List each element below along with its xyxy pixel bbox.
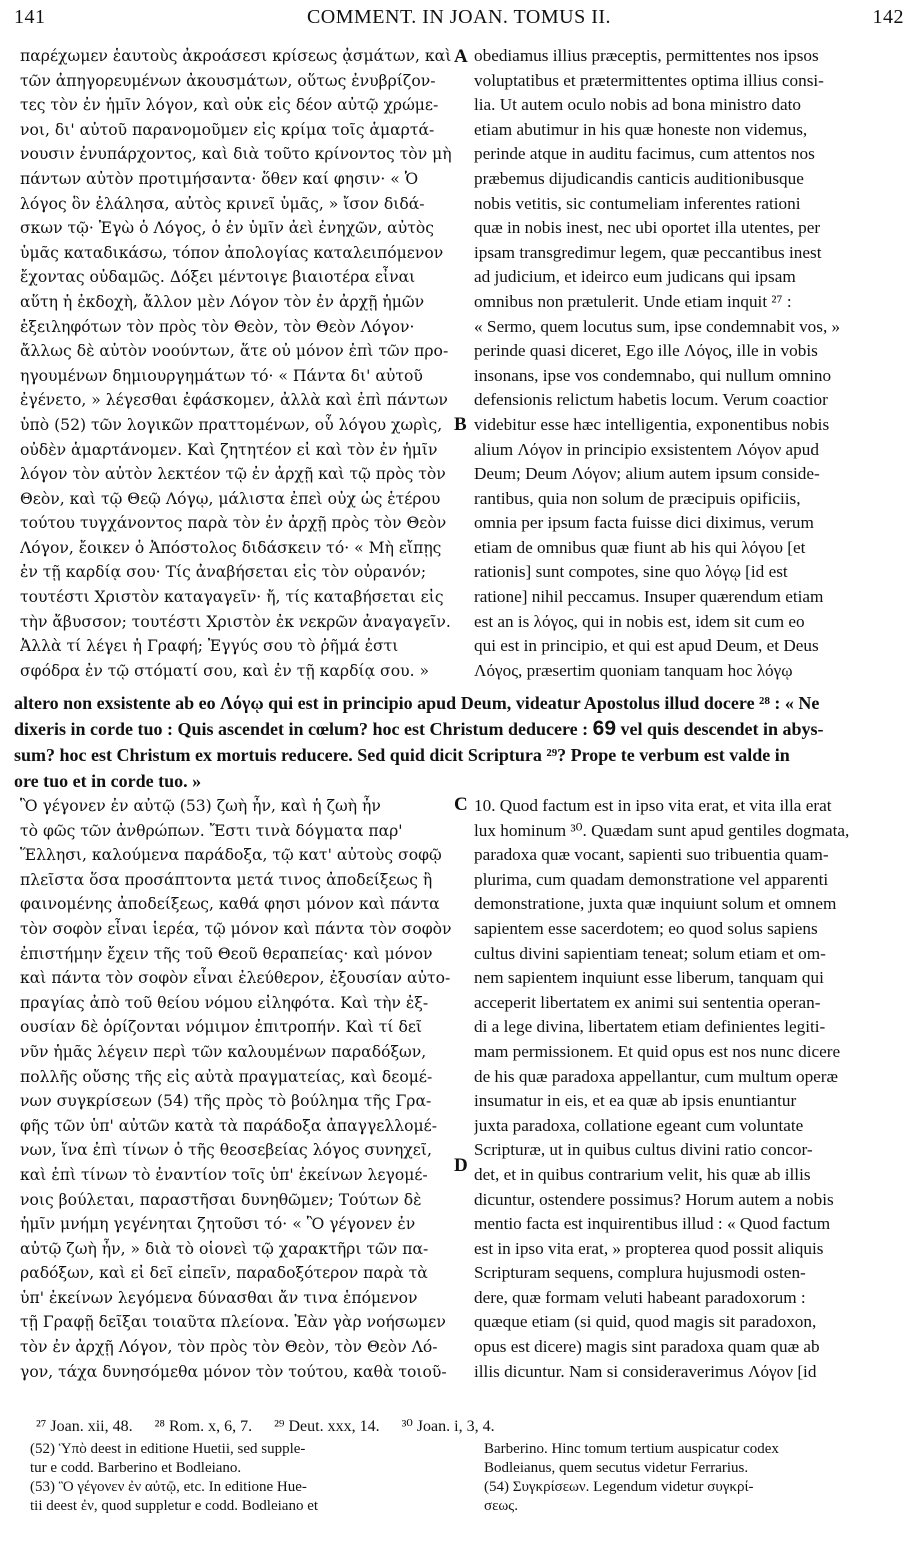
- latin-line: etiam de omnibus quæ fiunt ab his qui λόγου [et: [474, 537, 806, 557]
- latin-line: videbitur esse hæc intelligentia, exponentibus nobis: [474, 414, 830, 434]
- greek-line: νῦν ἡμᾶς λέγειν περὶ τῶν καλουμένων παραδόξων,: [20, 1042, 427, 1061]
- latin-line: quæque etiam (si quid, quod magis sit paradoxon,: [474, 1312, 817, 1332]
- latin-line: dicuntur, ostendere possimus? Horum autem a nobis: [474, 1189, 834, 1209]
- latin-line: dere, quæ formam veluti habeant paradoxorum :: [474, 1287, 806, 1307]
- greek-line: νων συγκρίσεων (54) τῆς πρὸς τὸ βούλημα τῆς Γρα-: [20, 1092, 432, 1111]
- latin-line: perinde quasi diceret, Ego ille Λόγος, ille in vobis: [474, 341, 818, 361]
- latin-line: cultus divini sapientiam teneat; solum etiam et om-: [474, 943, 826, 963]
- full-width-line: ore tuo et in corde tuo. »: [14, 771, 202, 791]
- full-width-text: vel quis descendet in abys-: [616, 719, 824, 739]
- footnotes-left: [30, 1440, 450, 1516]
- greek-line: καὶ πάντα τὸν σοφὸν εἶναι ἐλεύθερον, ἐξουσίαν αὐτο-: [20, 969, 451, 988]
- latin-line: opus est dicere) magis sint paradoxa quam quæ ab: [474, 1337, 820, 1357]
- scripture-references: [36, 1416, 513, 1436]
- latin-line: nobis vetitis, sic contumeliam inferentes rationi: [474, 193, 801, 213]
- running-header: [14, 6, 904, 36]
- greek-line: Θεὸν, καὶ τῷ Θεῷ Λόγῳ, μάλιστα ἐπεὶ οὐχ ὡς ἑτέρου: [20, 489, 441, 508]
- full-width-text: dixeris in corde tuo : Quis ascendet in cœlum? hoc est Christum deducere :: [14, 719, 593, 739]
- greek-line: ὑπ' ἐκείνων λεγόμενα δύνασθαι ἄν τινα ἑπόμενον: [20, 1288, 418, 1307]
- greek-line: παρέχωμεν ἑαυτοὺς ἀκροάσεσι κρίσεως ᾀσμάτων, καὶ: [20, 47, 452, 65]
- greek-column-bottom: [20, 794, 452, 1384]
- full-width-line: altero non exsistente ab eo Λόγῳ qui est in principio apud Deum, videatur Apostolus illud docere ²⁸ : « Ne: [14, 693, 820, 713]
- latin-line: Deum; Deum Λόγον; alium autem ipsum conside-: [474, 464, 820, 484]
- latin-line: acceperit libertatem ex animi sui sententia operan-: [474, 992, 821, 1012]
- latin-line: demonstratione, juxta quæ inquiunt solum et omnem: [474, 894, 837, 914]
- latin-line: Λόγος, præsertim quoniam tanquam hoc λόγῳ: [474, 660, 793, 680]
- greek-line: λόγον τὸν αὐτὸν λεκτέον τῷ ἐν ἀρχῇ καὶ τῷ πρὸς τὸν: [20, 465, 446, 484]
- footnote-line: (54) Συγκρίσεων. Legendum videtur συγκρί-: [484, 1479, 754, 1495]
- latin-line: rationis] sunt compotes, sine quo λόγῳ [id est: [474, 562, 788, 582]
- greek-line: πάντων αὐτὸν προτιμήσαντα· ὅθεν καί φησιν· « Ὁ: [20, 169, 419, 188]
- reference: ²⁷ Joan. xii, 48.: [36, 1418, 133, 1435]
- reference: ²⁸ Rom. x, 6, 7.: [154, 1418, 253, 1435]
- greek-line: ὑμᾶς καταδικάσω, τόπον ἀπολογίας καταλειπόμενον: [20, 243, 444, 262]
- greek-line: τῇ Γραφῇ δεῖξαι τοιαῦτα πλείονα. Ἐὰν γὰρ νοήσωμεν: [20, 1313, 446, 1332]
- latin-line: insumatur in eis, et ea quæ ab ipsis enuntiantur: [474, 1091, 797, 1111]
- footnote-line: tii deest ἐν, quod suppletur e codd. Bodleiano et: [30, 1498, 319, 1514]
- latin-line: obediamus illius præceptis, permittentes nos ipsos: [474, 46, 819, 65]
- greek-line: πραγίας ἀπὸ τοῦ θείου νόμου εἰληφότα. Καὶ τὴν ἐξ-: [20, 993, 429, 1012]
- greek-line: φῆς τῶν ὑπ' αὐτῶν κατὰ τὰ παράδοξα ἀπαγγελλομέ-: [20, 1116, 437, 1135]
- latin-line: alium Λόγον in principio exsistentem Λόγον apud: [474, 439, 819, 459]
- greek-line: Λόγον, ἔοικεν ὁ Ἀπόστολος διδάσκειν τό· « Μὴ εἴπῃς: [20, 538, 442, 557]
- latin-line: mentio facta est inquirentibus illud : « Quod factum: [474, 1214, 831, 1234]
- latin-line: omnibus non prætulerit. Unde etiam inquit ²⁷ :: [474, 291, 792, 311]
- latin-line: quæ in nobis inest, nec ubi oportet illa utentes, per: [474, 218, 821, 238]
- latin-line: paradoxa quæ vocant, sapienti suo tribuentia quam-: [474, 845, 829, 865]
- greek-line: πλεῖστα ὅσα προσάπτοντα μετά τινος ἀποδείξεως ἢ: [20, 870, 433, 889]
- greek-line: τῶν ἀπηγορευμένων ἀκουσμάτων, οὕτως ἐνυβρίζον-: [20, 71, 436, 90]
- greek-line: οὐδὲν ἁμαρτάνομεν. Καὶ ζητητέον εἰ καὶ τὸν ἐν ἡμῖν: [20, 440, 438, 459]
- latin-line: ipsam transgredimur legem, quæ peccantibus inest: [474, 242, 822, 262]
- latin-line: nem sapientem inquiunt esse liberum, tanquam qui: [474, 968, 824, 988]
- latin-line: lux hominum ³⁰. Quædam sunt apud gentiles dogmata,: [474, 820, 850, 840]
- margin-marker-c: C: [454, 794, 468, 815]
- greek-line: γον, τάχα δυνησόμεθα μόνον τὸν τούτου, καθὰ τοιοῦ-: [20, 1362, 447, 1381]
- greek-line: ἐξειληφότων τὸν πρὸς τὸν Θεὸν, τὸν Θεὸν Λόγον·: [20, 317, 415, 336]
- greek-line: Ἀλλὰ τί λέγει ἡ Γραφή; Ἐγγύς σου τὸ ῥῆμά ἐστι: [20, 637, 399, 656]
- footnote-line: (52) Ὑπὸ deest in editione Huetii, sed supple-: [30, 1441, 306, 1457]
- margin-marker-a: A: [454, 46, 468, 67]
- footnote-line: Barberino. Hinc tomum tertium auspicatur codex: [484, 1441, 779, 1457]
- latin-line: voluptatibus et prætermittentes optima illius consi-: [474, 70, 824, 90]
- greek-line: τες τὸν ἐν ἡμῖν λόγον, καὶ οὐκ εἰς δέον αὐτῷ χρώμε-: [20, 96, 439, 115]
- latin-line: qui est in principio, et qui est apud Deum, et Deus: [474, 636, 819, 656]
- greek-line: ηγουμένων δημιουργημάτων τό· « Πάντα δι' αὐτοῦ: [20, 366, 423, 385]
- greek-line: νων, ἵνα ἐπὶ τίνων ὁ τῆς θεοσεβείας λόγος συνηχεῖ,: [20, 1141, 432, 1160]
- greek-line: ἡμῖν μνήμη γεγένηται ζητοῦσι τό· « Ὃ γέγονεν ἐν: [20, 1215, 416, 1234]
- latin-column-bottom: [474, 794, 904, 1384]
- latin-line: est an is λόγος, qui in nobis est, idem sit cum eo: [474, 611, 805, 631]
- latin-line: juxta paradoxa, collatione egeant cum voluntate: [474, 1115, 804, 1135]
- footnote-line: tur e codd. Barberino et Bodleiano.: [30, 1460, 242, 1476]
- greek-line: τὸν σοφὸν εἶναι ἱερέα, τῷ μόνον καὶ πάντα τὸν σοφὸν: [20, 919, 452, 938]
- full-width-line: sum? hoc est Christum ex mortuis reducere. Sed quid dicit Scriptura ²⁹? Prope te verbum est valde in: [14, 745, 790, 765]
- greek-line: νοις βούλεται, παραστῆσαι δυνηθῶμεν; Τούτων δὲ: [20, 1190, 422, 1209]
- latin-line: ratione] nihil peccamus. Insuper quærendum etiam: [474, 587, 824, 607]
- margin-marker-b: B: [454, 414, 467, 435]
- greek-line: τὸ φῶς τῶν ἀνθρώπων. Ἔστι τινὰ δόγματα παρ': [20, 821, 403, 840]
- greek-line: πολλῆς οὔσης τῆς εἰς αὐτὰ πραγματείας, καὶ δεομέ-: [20, 1067, 433, 1086]
- greek-line: αὕτη ἡ ἐκδοχὴ, ἄλλον μὲν Λόγον τὸν ἐν ἀρχῇ ἡμῶν: [20, 292, 425, 311]
- greek-line: ἔχοντας οὐδαμῶς. Δόξει μέντοιγε βιαιοτέρα εἶναι: [20, 268, 416, 287]
- greek-column-top: [20, 44, 452, 683]
- greek-line: σφόδρα ἐν τῷ στόματί σου, καὶ ἐν τῇ καρδίᾳ σου. »: [20, 661, 430, 680]
- running-title: COMMENT. IN JOAN. TOMUS II.: [306, 6, 612, 28]
- margin-marker-d: D: [454, 1155, 468, 1176]
- footnote-line: Bodleianus, quem secutus videtur Ferrarius.: [484, 1460, 749, 1476]
- greek-line: τουτέστι Χριστὸν καταγαγεῖν· ἤ, τίς καταβήσεται εἰς: [20, 588, 444, 607]
- latin-line: sapientem esse sacerdotem; eo quod solus sapiens: [474, 918, 818, 938]
- page-number-right: 142: [872, 6, 904, 28]
- latin-line: lia. Ut autem oculo nobis ad bona ministro dato: [474, 95, 801, 115]
- latin-line: 10. Quod factum est in ipso vita erat, et vita illa erat: [474, 796, 832, 815]
- latin-line: omnia per ipsum facta fuisse dici diximus, verum: [474, 513, 814, 533]
- latin-line: di a lege divina, libertatem etiam definientes legiti-: [474, 1017, 826, 1037]
- latin-line: illis dicuntur. Nam si consideraverimus Λόγον [id: [474, 1361, 817, 1381]
- latin-line: det, et in quibus contrarium velit, his quæ ab illis: [474, 1164, 811, 1184]
- latin-line: defensionis relictum habetis locum. Verum coactior: [474, 390, 828, 410]
- latin-line: insonans, ipse vos condemnabo, qui nullum omnino: [474, 365, 832, 385]
- greek-line: τούτου τυγχάνοντος παρὰ τὸν ἐν ἀρχῇ πρὸς τὸν Θεὸν: [20, 514, 447, 533]
- greek-line: ἐπιστήμην ἔχειν τῆς τοῦ Θεοῦ θεραπείας· καὶ μόνον: [20, 944, 433, 963]
- latin-column-top: [474, 44, 904, 683]
- full-width-latin-paragraph: [14, 690, 904, 794]
- latin-line: ad judicium, et ideirco eum judicans qui ipsam: [474, 267, 796, 287]
- greek-line: σκων τῷ· Ἐγὼ ὁ Λόγος, ὁ ἐν ὑμῖν ἀεὶ ἐνηχῶν, αὐτὸς: [20, 219, 434, 238]
- latin-line: Scripturæ, ut in quibus cultus divini ratio concor-: [474, 1140, 813, 1160]
- greek-line: ἄλλως δὲ αὐτὸν νοούντων, ἅτε οὐ μόνον ἐπὶ τῶν προ-: [20, 342, 449, 361]
- latin-line: perinde atque in auditu facimus, cum attentos nos: [474, 144, 815, 164]
- latin-line: « Sermo, quem locutus sum, ipse condemnabit vos, »: [474, 316, 841, 336]
- greek-line: Ὃ γέγονεν ἐν αὐτῷ (53) ζωὴ ἦν, καὶ ἡ ζωὴ ἦν: [20, 797, 381, 815]
- latin-line: Scripturam sequens, complura hujusmodi osten-: [474, 1263, 806, 1283]
- page-number-left: 141: [14, 6, 46, 28]
- greek-line: ἐν τῇ καρδίᾳ σου· Τίς ἀναβήσεται εἰς τὸν οὐρανόν;: [20, 563, 427, 582]
- greek-line: αὐτῷ ζωὴ ἦν, » διὰ τὸ οἱονεὶ τῷ χαρακτῆρι τῶν πα-: [20, 1239, 429, 1258]
- footnote-line: σεως.: [484, 1498, 518, 1514]
- latin-line: etiam abutimur in his quæ honeste non videmus,: [474, 119, 808, 139]
- greek-line: λόγος ὃν ἐλάλησα, αὐτὸς κρινεῖ ὑμᾶς, » ἴσον διδά-: [20, 194, 425, 213]
- greek-line: καὶ ἐπὶ τίνων τὸ ἐναντίον τοῖς ὑπ' ἐκείνων λεγομέ-: [20, 1165, 428, 1184]
- greek-line: φαινομένης ἀποδείξεως, καθά φησι μόνον καὶ πάντα: [20, 895, 440, 914]
- greek-line: ἐγένετο, » λέγεσθαι ἐφάσκομεν, ἀλλὰ καὶ ἐπὶ πάντων: [20, 391, 448, 410]
- latin-line: præbemus dijudicandis canticis auditionibusque: [474, 168, 804, 188]
- latin-line: mam permissionem. Et quid opus est nos nunc dicere: [474, 1041, 841, 1061]
- greek-line: τὸν ἐν ἀρχῇ Λόγον, τὸν πρὸς τὸν Θεὸν, τὸν Θεὸν Λό-: [20, 1338, 438, 1357]
- latin-line: rantibus, quia non solum de præcipuis opificiis,: [474, 488, 801, 508]
- greek-line: ουσίαν δὲ ὁρίζονται νόμιμον ἐπιτροπήν. Καὶ τί δεῖ: [20, 1018, 423, 1037]
- latin-line: plurima, cum quadam demonstratione vel apparenti: [474, 869, 829, 889]
- greek-line: ὑπὸ (52) τῶν λογικῶν πραττομένων, οὗ λόγου χωρὶς,: [20, 415, 443, 434]
- greek-line: ραδόξων, καὶ εἰ δεῖ εἰπεῖν, παραδοξότερον παρὰ τὰ: [20, 1264, 428, 1283]
- section-number: 69: [592, 717, 616, 740]
- latin-line: de his quæ paradoxa appellantur, cum multum operæ: [474, 1066, 838, 1086]
- latin-line: est in ipso vita erat, » propterea quod possit aliquis: [474, 1238, 824, 1258]
- reference: ³⁰ Joan. i, 3, 4.: [401, 1418, 495, 1435]
- greek-line: νουσιν ἐνυπάρχοντος, καὶ διὰ τοῦτο κρίνοντος τὸν μὴ: [20, 145, 452, 164]
- greek-line: Ἕλλησι, καλούμενα παράδοξα, τῷ κατ' αὐτοὺς σοφῷ: [20, 846, 442, 865]
- reference: ²⁹ Deut. xxx, 14.: [274, 1418, 380, 1435]
- greek-line: νοι, δι' αὐτοῦ παρανομοῦμεν εἰς κρίμα τοῖς ἁμαρτά-: [20, 120, 435, 139]
- greek-line: τὴν ἄβυσσον; τουτέστι Χριστὸν ἐκ νεκρῶν ἀναγαγεῖν.: [20, 612, 451, 631]
- footnote-line: (53) Ὃ γέγονεν ἐν αὐτῷ, etc. In editione Hue-: [30, 1479, 307, 1495]
- full-width-line: [14, 716, 904, 742]
- footnotes-right: [484, 1440, 904, 1516]
